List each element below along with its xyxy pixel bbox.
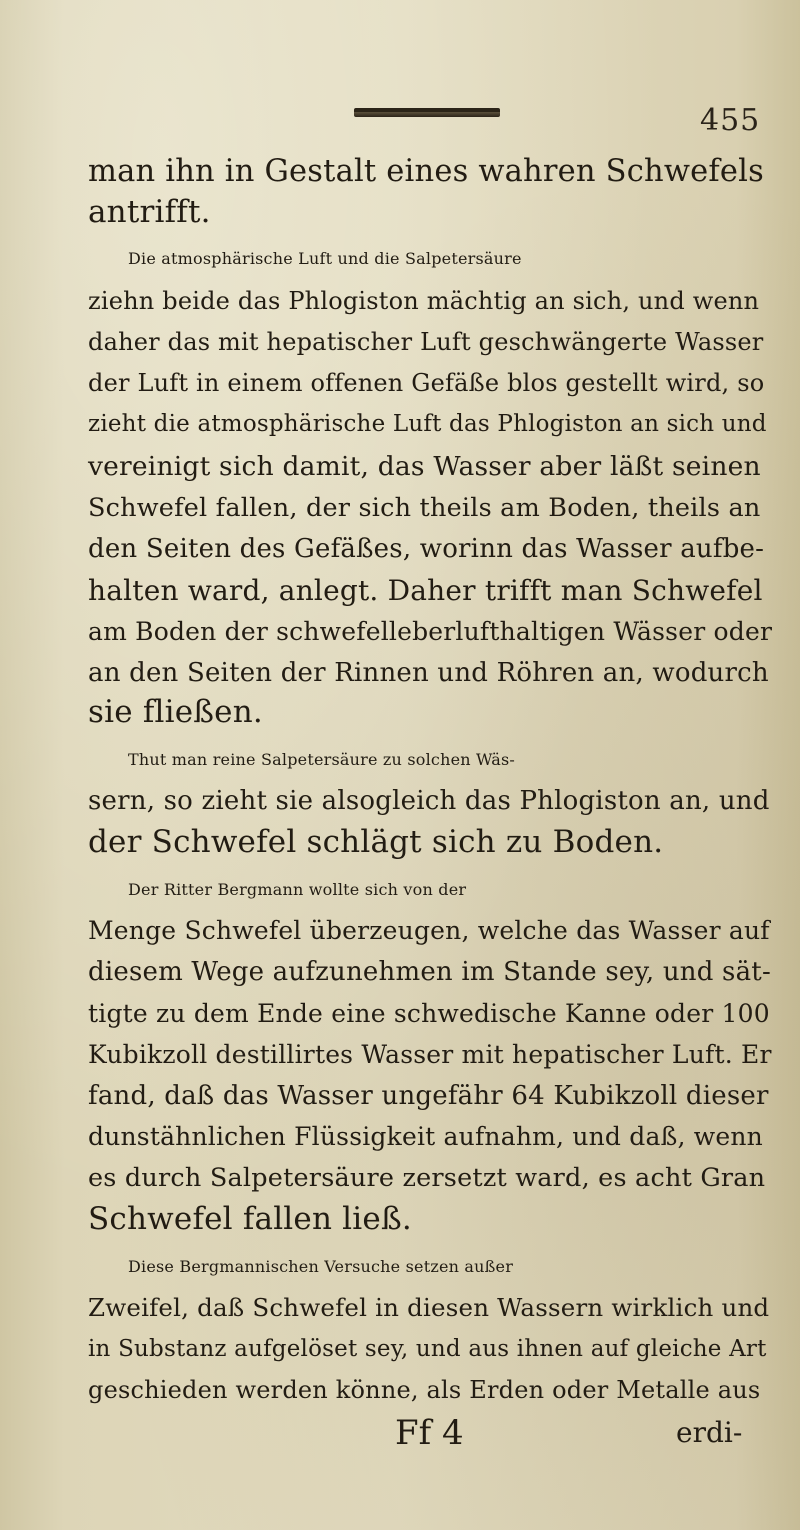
paragraph-start-line: Diese Bergmannischen Versuche setzen außer xyxy=(128,1257,514,1276)
text-line: es durch Salpetersäure zersetzt ward, es acht Gran xyxy=(88,1163,766,1193)
text-line: diesem Wege aufzunehmen im Stande sey, und sät- xyxy=(88,957,771,987)
text-line: den Seiten des Gefäßes, worinn das Wasser aufbe- xyxy=(88,534,765,564)
text-line: antrifft. xyxy=(88,194,211,230)
text-line: tigte zu dem Ende eine schwedische Kanne oder 100 xyxy=(88,999,770,1028)
text-line: Schwefel fallen, der sich theils am Boden, theils an xyxy=(88,493,761,523)
text-line: geschieden werden könne, als Erden oder Metalle aus xyxy=(88,1376,761,1404)
text-line: sie fließen. xyxy=(88,694,263,730)
catchword: erdi- xyxy=(676,1416,743,1449)
text-line: Zweifel, daß Schwefel in diesen Wassern wirklich und xyxy=(88,1293,770,1322)
text-line: dunstähnlichen Flüssigkeit aufnahm, und daß, wenn xyxy=(88,1122,763,1151)
paragraph-start-line: Der Ritter Bergmann wollte sich von der xyxy=(128,880,467,899)
header-rule xyxy=(354,108,500,117)
text-line: zieht die atmosphärische Luft das Phlogiston an sich und xyxy=(88,411,767,437)
text-line: am Boden der schwefelleberlufthaltigen Wässer oder xyxy=(88,617,773,646)
text-line: sern, so zieht sie alsogleich das Phlogiston an, und xyxy=(88,786,770,816)
paragraph-start-line: Thut man reine Salpetersäure zu solchen Wäs- xyxy=(128,750,516,769)
text-line: an den Seiten der Rinnen und Röhren an, wodurch xyxy=(88,658,769,688)
text-line: der Schwefel schlägt sich zu Boden. xyxy=(88,824,664,860)
signature-mark: Ff 4 xyxy=(395,1413,464,1453)
text-line: daher das mit hepatischer Luft geschwängerte Wasser xyxy=(88,328,764,356)
text-line: Schwefel fallen ließ. xyxy=(88,1201,412,1237)
text-line: halten ward, anlegt. Daher trifft man Schwefel xyxy=(88,574,763,607)
text-line: Menge Schwefel überzeugen, welche das Wasser auf xyxy=(88,916,770,945)
paragraph-start-line: Die atmosphärische Luft und die Salpetersäure xyxy=(128,249,522,268)
text-line: der Luft in einem offenen Gefäße blos gestellt wird, so xyxy=(88,369,765,397)
text-line: fand, daß das Wasser ungefähr 64 Kubikzoll dieser xyxy=(88,1081,769,1111)
text-line: in Substanz aufgelöset sey, und aus ihnen auf gleiche Art xyxy=(88,1336,767,1362)
page-number: 455 xyxy=(700,103,761,138)
text-line: vereinigt sich damit, das Wasser aber läßt seinen xyxy=(88,451,761,482)
text-line: man ihn in Gestalt eines wahren Schwefels xyxy=(88,154,764,189)
text-line: ziehn beide das Phlogiston mächtig an sich, und wenn xyxy=(88,287,760,315)
text-line: Kubikzoll destillirtes Wasser mit hepatischer Luft. Er xyxy=(88,1040,772,1069)
